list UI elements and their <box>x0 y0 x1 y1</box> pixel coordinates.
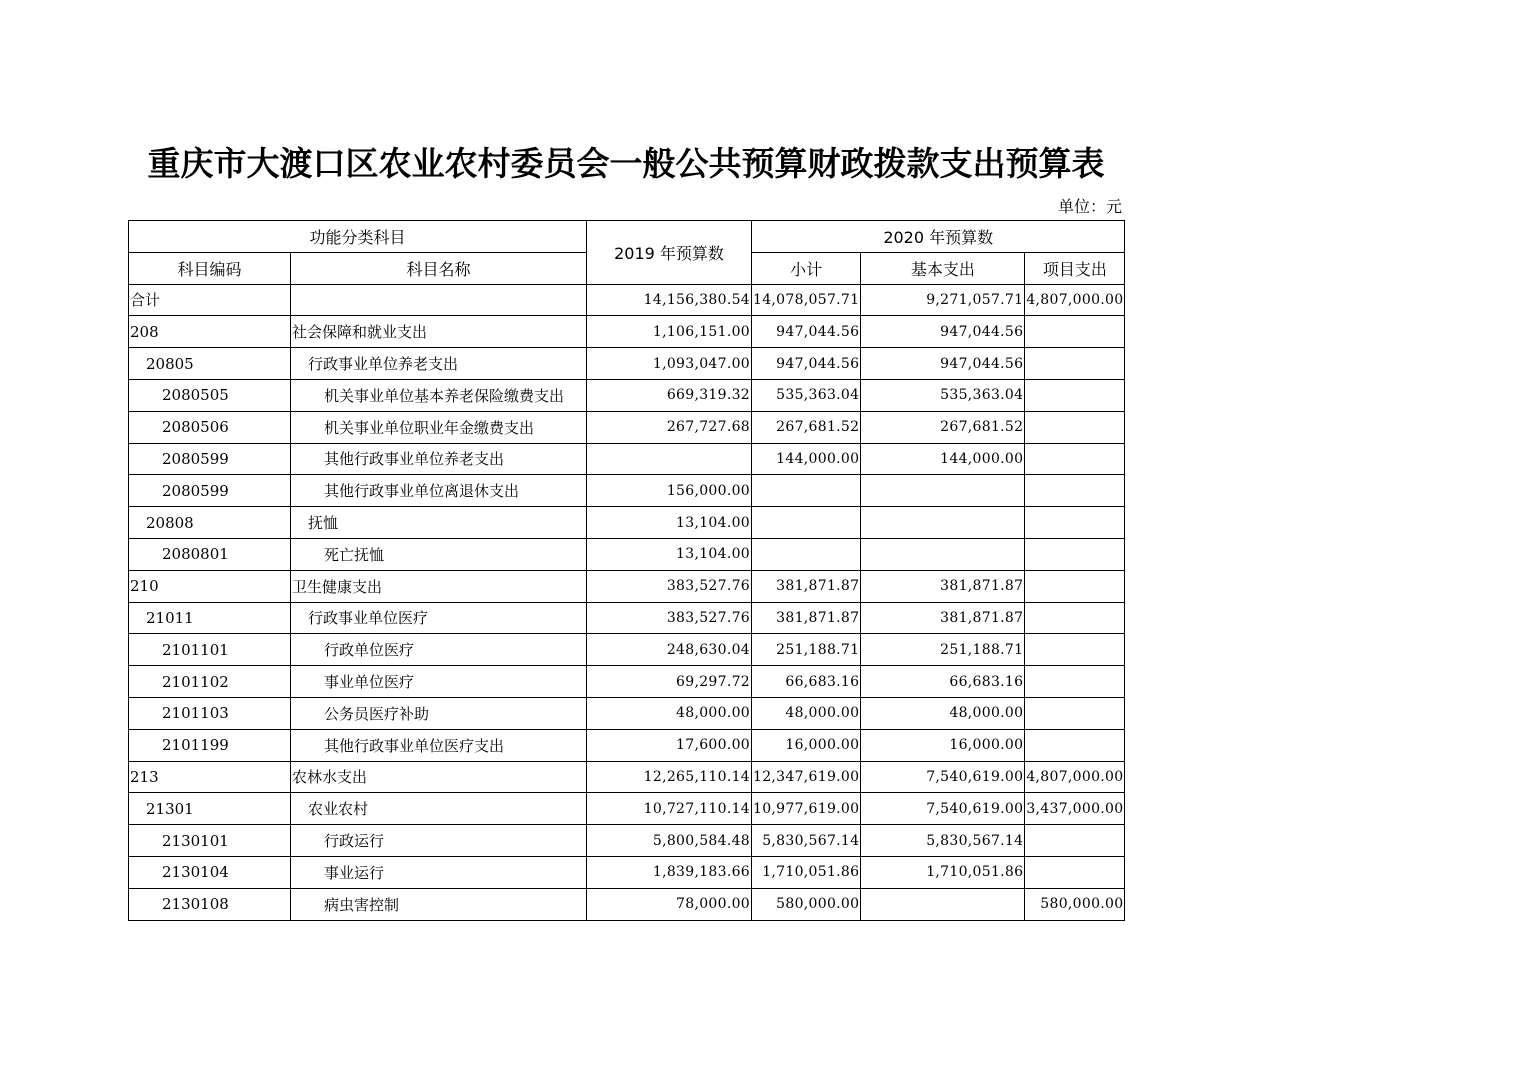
header-subject-code: 科目编码 <box>129 252 291 284</box>
cell-subject-name: 死亡抚恤 <box>291 538 587 570</box>
cell-basic-expense <box>861 538 1025 570</box>
cell-subtotal: 535,363.04 <box>752 379 861 411</box>
cell-basic-expense: 66,683.16 <box>861 666 1025 698</box>
cell-subject-code: 213 <box>129 761 291 793</box>
cell-basic-expense: 947,044.56 <box>861 316 1025 348</box>
cell-budget-2019: 10,727,110.14 <box>587 793 752 825</box>
cell-subject-code: 2101199 <box>129 729 291 761</box>
cell-subtotal: 947,044.56 <box>752 348 861 380</box>
cell-subtotal: 144,000.00 <box>752 443 861 475</box>
cell-subtotal: 947,044.56 <box>752 316 861 348</box>
cell-subject-name: 其他行政事业单位离退休支出 <box>291 475 587 507</box>
table-row <box>129 729 1125 761</box>
cell-subject-name: 卫生健康支出 <box>291 570 587 602</box>
cell-basic-expense: 1,710,051.86 <box>861 856 1025 888</box>
cell-project-expense <box>1025 729 1125 761</box>
cell-subject-name: 社会保障和就业支出 <box>291 316 587 348</box>
cell-basic-expense: 381,871.87 <box>861 602 1025 634</box>
cell-subject-name: 其他行政事业单位医疗支出 <box>291 729 587 761</box>
cell-basic-expense: 16,000.00 <box>861 729 1025 761</box>
cell-project-expense <box>1025 443 1125 475</box>
cell-subject-name: 其他行政事业单位养老支出 <box>291 443 587 475</box>
cell-subject-code: 20805 <box>129 348 291 380</box>
table-row <box>129 507 1125 539</box>
page-title: 重庆市大渡口区农业农村委员会一般公共预算财政拨款支出预算表 <box>147 144 1105 183</box>
cell-subject-code: 210 <box>129 570 291 602</box>
budget-table-body <box>129 284 1125 920</box>
cell-project-expense <box>1025 475 1125 507</box>
cell-project-expense <box>1025 666 1125 698</box>
table-row <box>129 666 1125 698</box>
cell-project-expense <box>1025 379 1125 411</box>
cell-budget-2019: 48,000.00 <box>587 697 752 729</box>
cell-subject-code: 2130104 <box>129 856 291 888</box>
table-row <box>129 825 1125 857</box>
cell-basic-expense: 535,363.04 <box>861 379 1025 411</box>
cell-subtotal <box>752 507 861 539</box>
table-row <box>129 443 1125 475</box>
table-row <box>129 697 1125 729</box>
table-row <box>129 538 1125 570</box>
cell-subject-name: 行政单位医疗 <box>291 634 587 666</box>
cell-subject-name: 事业单位医疗 <box>291 666 587 698</box>
cell-subject-code: 2080599 <box>129 443 291 475</box>
cell-budget-2019: 5,800,584.48 <box>587 825 752 857</box>
cell-budget-2019: 78,000.00 <box>587 888 752 920</box>
cell-subject-code: 20808 <box>129 507 291 539</box>
cell-subtotal: 10,977,619.00 <box>752 793 861 825</box>
cell-subject-name: 行政运行 <box>291 825 587 857</box>
header-subtotal: 小计 <box>752 252 861 284</box>
header-basic-expense: 基本支出 <box>861 252 1025 284</box>
cell-project-expense <box>1025 825 1125 857</box>
cell-subtotal: 267,681.52 <box>752 411 861 443</box>
cell-budget-2019 <box>587 443 752 475</box>
cell-budget-2019: 1,106,151.00 <box>587 316 752 348</box>
cell-budget-2019: 69,297.72 <box>587 666 752 698</box>
cell-project-expense <box>1025 602 1125 634</box>
cell-basic-expense: 7,540,619.00 <box>861 793 1025 825</box>
cell-budget-2019: 12,265,110.14 <box>587 761 752 793</box>
cell-subject-name: 机关事业单位基本养老保险缴费支出 <box>291 379 587 411</box>
cell-project-expense <box>1025 570 1125 602</box>
cell-subtotal: 1,710,051.86 <box>752 856 861 888</box>
cell-project-expense: 3,437,000.00 <box>1025 793 1125 825</box>
cell-subject-name: 机关事业单位职业年金缴费支出 <box>291 411 587 443</box>
cell-project-expense: 4,807,000.00 <box>1025 284 1125 316</box>
cell-basic-expense <box>861 475 1025 507</box>
header-budget-2020: 2020 年预算数 <box>752 221 1125 253</box>
cell-subject-name: 抚恤 <box>291 507 587 539</box>
cell-subject-name: 事业运行 <box>291 856 587 888</box>
table-row <box>129 475 1125 507</box>
cell-project-expense: 4,807,000.00 <box>1025 761 1125 793</box>
cell-budget-2019: 13,104.00 <box>587 538 752 570</box>
cell-budget-2019: 17,600.00 <box>587 729 752 761</box>
header-functional-category: 功能分类科目 <box>129 221 587 253</box>
cell-subject-code: 21011 <box>129 602 291 634</box>
cell-budget-2019: 1,093,047.00 <box>587 348 752 380</box>
cell-subtotal: 16,000.00 <box>752 729 861 761</box>
cell-subject-code: 2101101 <box>129 634 291 666</box>
cell-project-expense <box>1025 538 1125 570</box>
table-row <box>129 634 1125 666</box>
cell-budget-2019: 267,727.68 <box>587 411 752 443</box>
cell-basic-expense: 947,044.56 <box>861 348 1025 380</box>
cell-project-expense <box>1025 856 1125 888</box>
cell-subject-code: 2130108 <box>129 888 291 920</box>
cell-project-expense <box>1025 634 1125 666</box>
cell-subtotal: 14,078,057.71 <box>752 284 861 316</box>
cell-subject-name: 公务员医疗补助 <box>291 697 587 729</box>
cell-basic-expense <box>861 888 1025 920</box>
cell-subject-name: 农业农村 <box>291 793 587 825</box>
table-row <box>129 316 1125 348</box>
cell-subtotal <box>752 475 861 507</box>
cell-subtotal: 48,000.00 <box>752 697 861 729</box>
table-row <box>129 856 1125 888</box>
table-row <box>129 348 1125 380</box>
cell-budget-2019: 14,156,380.54 <box>587 284 752 316</box>
table-row <box>129 888 1125 920</box>
cell-subtotal: 381,871.87 <box>752 570 861 602</box>
table-row <box>129 411 1125 443</box>
cell-subject-name: 行政事业单位医疗 <box>291 602 587 634</box>
cell-budget-2019: 383,527.76 <box>587 602 752 634</box>
cell-subtotal: 580,000.00 <box>752 888 861 920</box>
cell-project-expense <box>1025 316 1125 348</box>
cell-basic-expense: 5,830,567.14 <box>861 825 1025 857</box>
cell-basic-expense: 267,681.52 <box>861 411 1025 443</box>
cell-subject-code: 2101102 <box>129 666 291 698</box>
cell-basic-expense: 9,271,057.71 <box>861 284 1025 316</box>
cell-subtotal <box>752 538 861 570</box>
cell-subject-code: 2080506 <box>129 411 291 443</box>
cell-project-expense: 580,000.00 <box>1025 888 1125 920</box>
cell-subject-name: 病虫害控制 <box>291 888 587 920</box>
cell-subject-code: 2080801 <box>129 538 291 570</box>
cell-basic-expense <box>861 507 1025 539</box>
table-row <box>129 602 1125 634</box>
cell-subject-name: 行政事业单位养老支出 <box>291 348 587 380</box>
table-row <box>129 379 1125 411</box>
cell-subject-code: 2101103 <box>129 697 291 729</box>
table-row <box>129 793 1125 825</box>
unit-label: 单位：元 <box>1057 197 1122 216</box>
cell-basic-expense: 144,000.00 <box>861 443 1025 475</box>
header-subject-name: 科目名称 <box>291 252 587 284</box>
cell-budget-2019: 1,839,183.66 <box>587 856 752 888</box>
table-row <box>129 570 1125 602</box>
cell-subtotal: 5,830,567.14 <box>752 825 861 857</box>
cell-budget-2019: 383,527.76 <box>587 570 752 602</box>
cell-basic-expense: 381,871.87 <box>861 570 1025 602</box>
header-project-expense: 项目支出 <box>1025 252 1125 284</box>
cell-subtotal: 251,188.71 <box>752 634 861 666</box>
cell-subject-code: 21301 <box>129 793 291 825</box>
cell-subject-code: 2130101 <box>129 825 291 857</box>
cell-project-expense <box>1025 411 1125 443</box>
table-row <box>129 284 1125 316</box>
table-row <box>129 761 1125 793</box>
cell-basic-expense: 7,540,619.00 <box>861 761 1025 793</box>
cell-subtotal: 66,683.16 <box>752 666 861 698</box>
cell-project-expense <box>1025 697 1125 729</box>
cell-budget-2019: 156,000.00 <box>587 475 752 507</box>
cell-project-expense <box>1025 507 1125 539</box>
cell-subject-code: 合计 <box>129 284 291 316</box>
budget-table <box>128 220 1125 921</box>
cell-basic-expense: 48,000.00 <box>861 697 1025 729</box>
header-budget-2019: 2019 年预算数 <box>587 221 752 285</box>
cell-subject-code: 208 <box>129 316 291 348</box>
cell-budget-2019: 13,104.00 <box>587 507 752 539</box>
cell-project-expense <box>1025 348 1125 380</box>
cell-subject-name: 农林水支出 <box>291 761 587 793</box>
cell-budget-2019: 669,319.32 <box>587 379 752 411</box>
cell-subject-code: 2080505 <box>129 379 291 411</box>
cell-budget-2019: 248,630.04 <box>587 634 752 666</box>
cell-subtotal: 381,871.87 <box>752 602 861 634</box>
cell-subject-code: 2080599 <box>129 475 291 507</box>
cell-subject-name <box>291 284 587 316</box>
header-row-1 <box>129 221 1125 253</box>
cell-subtotal: 12,347,619.00 <box>752 761 861 793</box>
cell-basic-expense: 251,188.71 <box>861 634 1025 666</box>
